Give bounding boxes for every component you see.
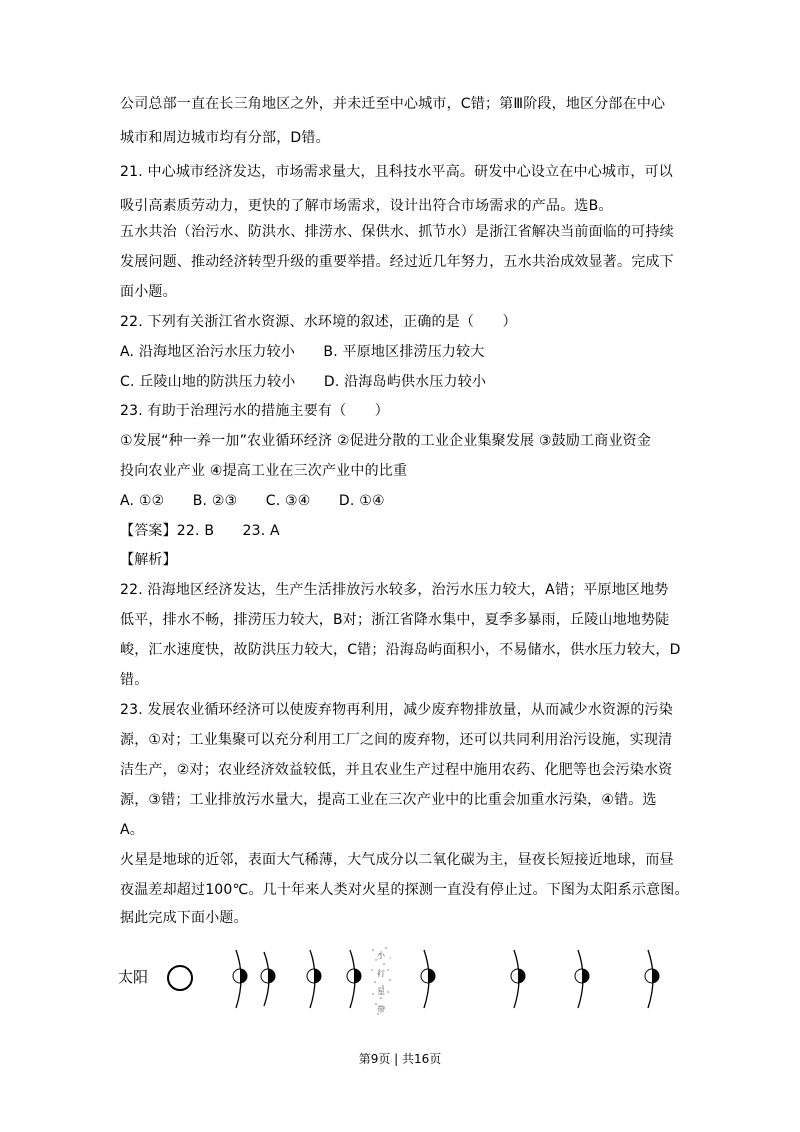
planet-icon [645,969,659,983]
text-line: 投向农业产业 ④提高工业在三次产业中的比重 [120,463,408,479]
text-line: 错。 [120,672,149,688]
text-line: 据此完成下面小题。 [120,910,248,926]
text-line: 火星是地球的近邻，表面大气稀薄，大气成分以二氧化碳为主，昼夜长短接近地球，而昼 [120,852,674,868]
svg-text:带: 带 [377,1005,385,1014]
planet-icon [233,969,247,983]
sun-icon [168,966,192,990]
options-22-cd: C. 丘陵山地的防洪压力较小 D. 沿海岛屿供水压力较小 [120,374,487,390]
text-line: 面小题。 [120,284,177,300]
solar-system-figure [118,940,678,1020]
text-line: 公司总部一直在长三角地区之外，并未迁至中心城市，C错；第Ⅲ阶段，地区分部在中心 [120,96,666,112]
text-line: 洁生产，②对；农业经济效益较低，并且农业生产过程中施用农药、化肥等也会污染水资 [120,762,673,778]
text-line: 夜温差却超过100℃。几十年来人类对火星的探测一直没有停止过。下图为太阳系示意图。 [120,882,689,898]
svg-text:小: 小 [377,951,385,960]
planet-icon [575,969,589,983]
text-line: 21. 中心城市经济发达，市场需求量大，且科技水平高。研发中心设立在中心城市，可以 [120,164,673,180]
text-line: 峻，汇水速度快，故防洪压力较大，C错；沿海岛屿面积小，不易储水，供水压力较大，D [120,642,681,658]
question-22: 22. 下列有关浙江省水资源、水环境的叙述，正确的是（ ） [120,314,517,330]
solar-system-diagram [118,940,678,1020]
options-22-ab: A. 沿海地区治污水压力较小 B. 平原地区排涝压力较大 [120,344,485,360]
planet-icon [307,969,321,983]
text-line: 吸引高素质劳动力，更快的了解市场需求，设计出符合市场需求的产品。选B。 [120,198,613,214]
svg-text:星: 星 [377,987,385,996]
text-line: ①发展“种一养一加”农业循环经济 ②促进分散的工业企业集聚发展 ③鼓励工商业资金 [120,433,652,449]
options-23: A. ①② B. ②③ C. ③④ D. ①④ [120,493,385,509]
sun-label: 太阳 [118,968,149,986]
text-line: 23. 发展农业循环经济可以使废弃物再利用，减少废弃物排放量，从而减少水资源的污染 [120,702,673,718]
text-line: 22. 沿海地区经济发达，生产生活排放污水较多，治污水压力较大，A错；平原地区地势 [120,582,669,598]
text-line: A。 [120,822,144,838]
answer-line: 【答案】22. B 23. A [120,523,280,539]
text-line: 低平，排水不畅，排涝压力较大，B对；浙江省降水集中，夏季多暴雨，丘陵山地地势陡 [120,612,670,628]
planet-icon [421,969,435,983]
planet-icon [261,969,275,983]
text-line: 五水共治（治污水、防洪水、排涝水、保供水、抓节水）是浙江省解决当前面临的可持续 [120,224,674,240]
text-line: 发展问题、推动经济转型升级的重要举措。经过近几年努力，五水共治成效显著。完成下 [120,254,674,270]
text-line: 城市和周边城市均有分部，D错。 [120,130,330,146]
planet-icon [347,969,361,983]
question-23: 23. 有助于治理污水的措施主要有（ ） [120,403,389,419]
text-line: 源，③错；工业排放污水量大，提高工业在三次产业中的比重会加重水污染，④错。选 [120,792,657,808]
planet-icon [511,969,525,983]
svg-text:行: 行 [377,969,385,978]
page-footer: 第9页 | 共16页 [358,1052,442,1066]
text-line: 源，①对；工业集聚可以充分利用工厂之间的废弃物，还可以共同利用治污设施，实现清 [120,732,673,748]
analysis-heading: 【解析】 [120,552,177,568]
